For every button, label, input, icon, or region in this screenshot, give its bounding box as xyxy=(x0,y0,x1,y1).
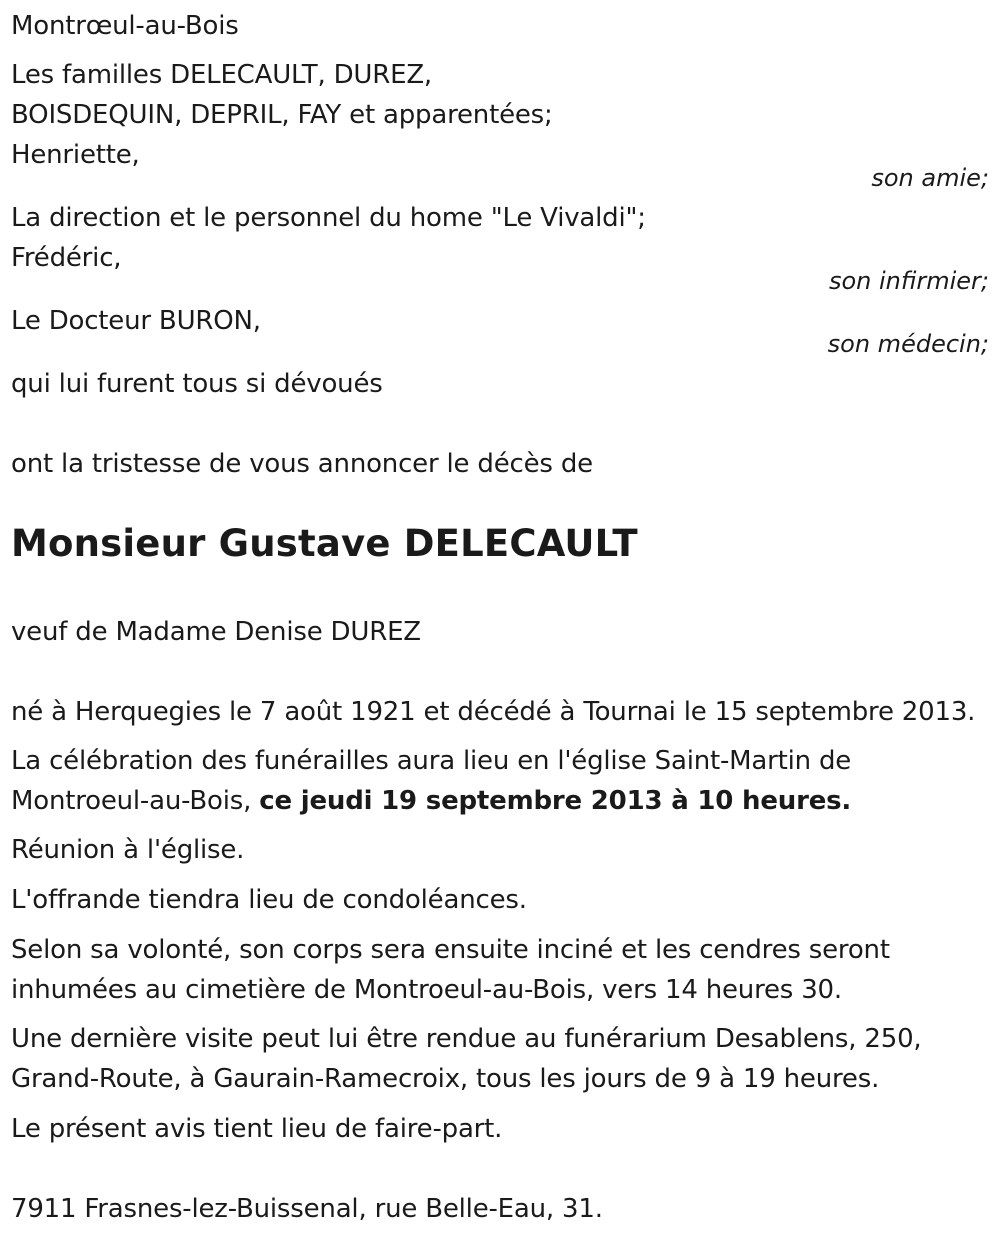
notice-line: Le présent avis tient lieu de faire-part. xyxy=(11,1114,503,1144)
mourner-frederic: Frédéric, xyxy=(11,243,122,273)
visit-line-2: Grand-Route, à Gaurain-Ramecroix, tous les jours de 9 à 19 heures. xyxy=(11,1064,880,1094)
families-line-1: Les familles DELECAULT, DUREZ, xyxy=(11,60,432,90)
cremation-line-2: inhumées au cimetière de Montroeul-au-Bois, vers 14 heures 30. xyxy=(11,975,842,1005)
mourner-frederic-role: son infirmier; xyxy=(828,267,989,295)
mourner-doctor: Le Docteur BURON, xyxy=(11,306,261,336)
celebration-date: ce jeudi 19 septembre 2013 à 10 heures. xyxy=(259,786,852,816)
visit-line-1: Une dernière visite peut lui être rendue au funérarium Desablens, 250, xyxy=(11,1024,922,1054)
celebration-place: Montroeul-au-Bois, xyxy=(11,786,260,816)
celebration-line-2 xyxy=(11,781,851,821)
devotion-line: qui lui furent tous si dévoués xyxy=(11,369,383,399)
widower-line: veuf de Madame Denise DUREZ xyxy=(11,617,421,647)
mourner-doctor-role: son médecin; xyxy=(827,330,989,358)
mourner-henriette: Henriette, xyxy=(11,140,140,170)
birth-death-line: né à Herquegies le 7 août 1921 et décédé à Tournai le 15 septembre 2013. xyxy=(11,697,976,727)
cremation-line-1: Selon sa volonté, son corps sera ensuite inciné et les cendres seront xyxy=(11,935,890,965)
deceased-name: Monsieur Gustave DELECAULT xyxy=(11,522,638,565)
announcement-intro: ont la tristesse de vous annoncer le décès de xyxy=(11,449,593,479)
families-line-2: BOISDEQUIN, DEPRIL, FAY et apparentées; xyxy=(11,100,553,130)
place-heading: Montrœul-au-Bois xyxy=(11,11,239,41)
celebration-line-1: La célébration des funérailles aura lieu en l'église Saint-Martin de xyxy=(11,746,852,776)
offering-line: L'offrande tiendra lieu de condoléances. xyxy=(11,885,527,915)
home-staff-line: La direction et le personnel du home "Le Vivaldi"; xyxy=(11,203,646,233)
address-line: 7911 Frasnes-lez-Buissenal, rue Belle-Eau, 31. xyxy=(11,1194,603,1224)
obituary-notice xyxy=(11,0,989,1243)
meeting-line: Réunion à l'église. xyxy=(11,835,245,865)
mourner-henriette-role: son amie; xyxy=(871,164,989,192)
